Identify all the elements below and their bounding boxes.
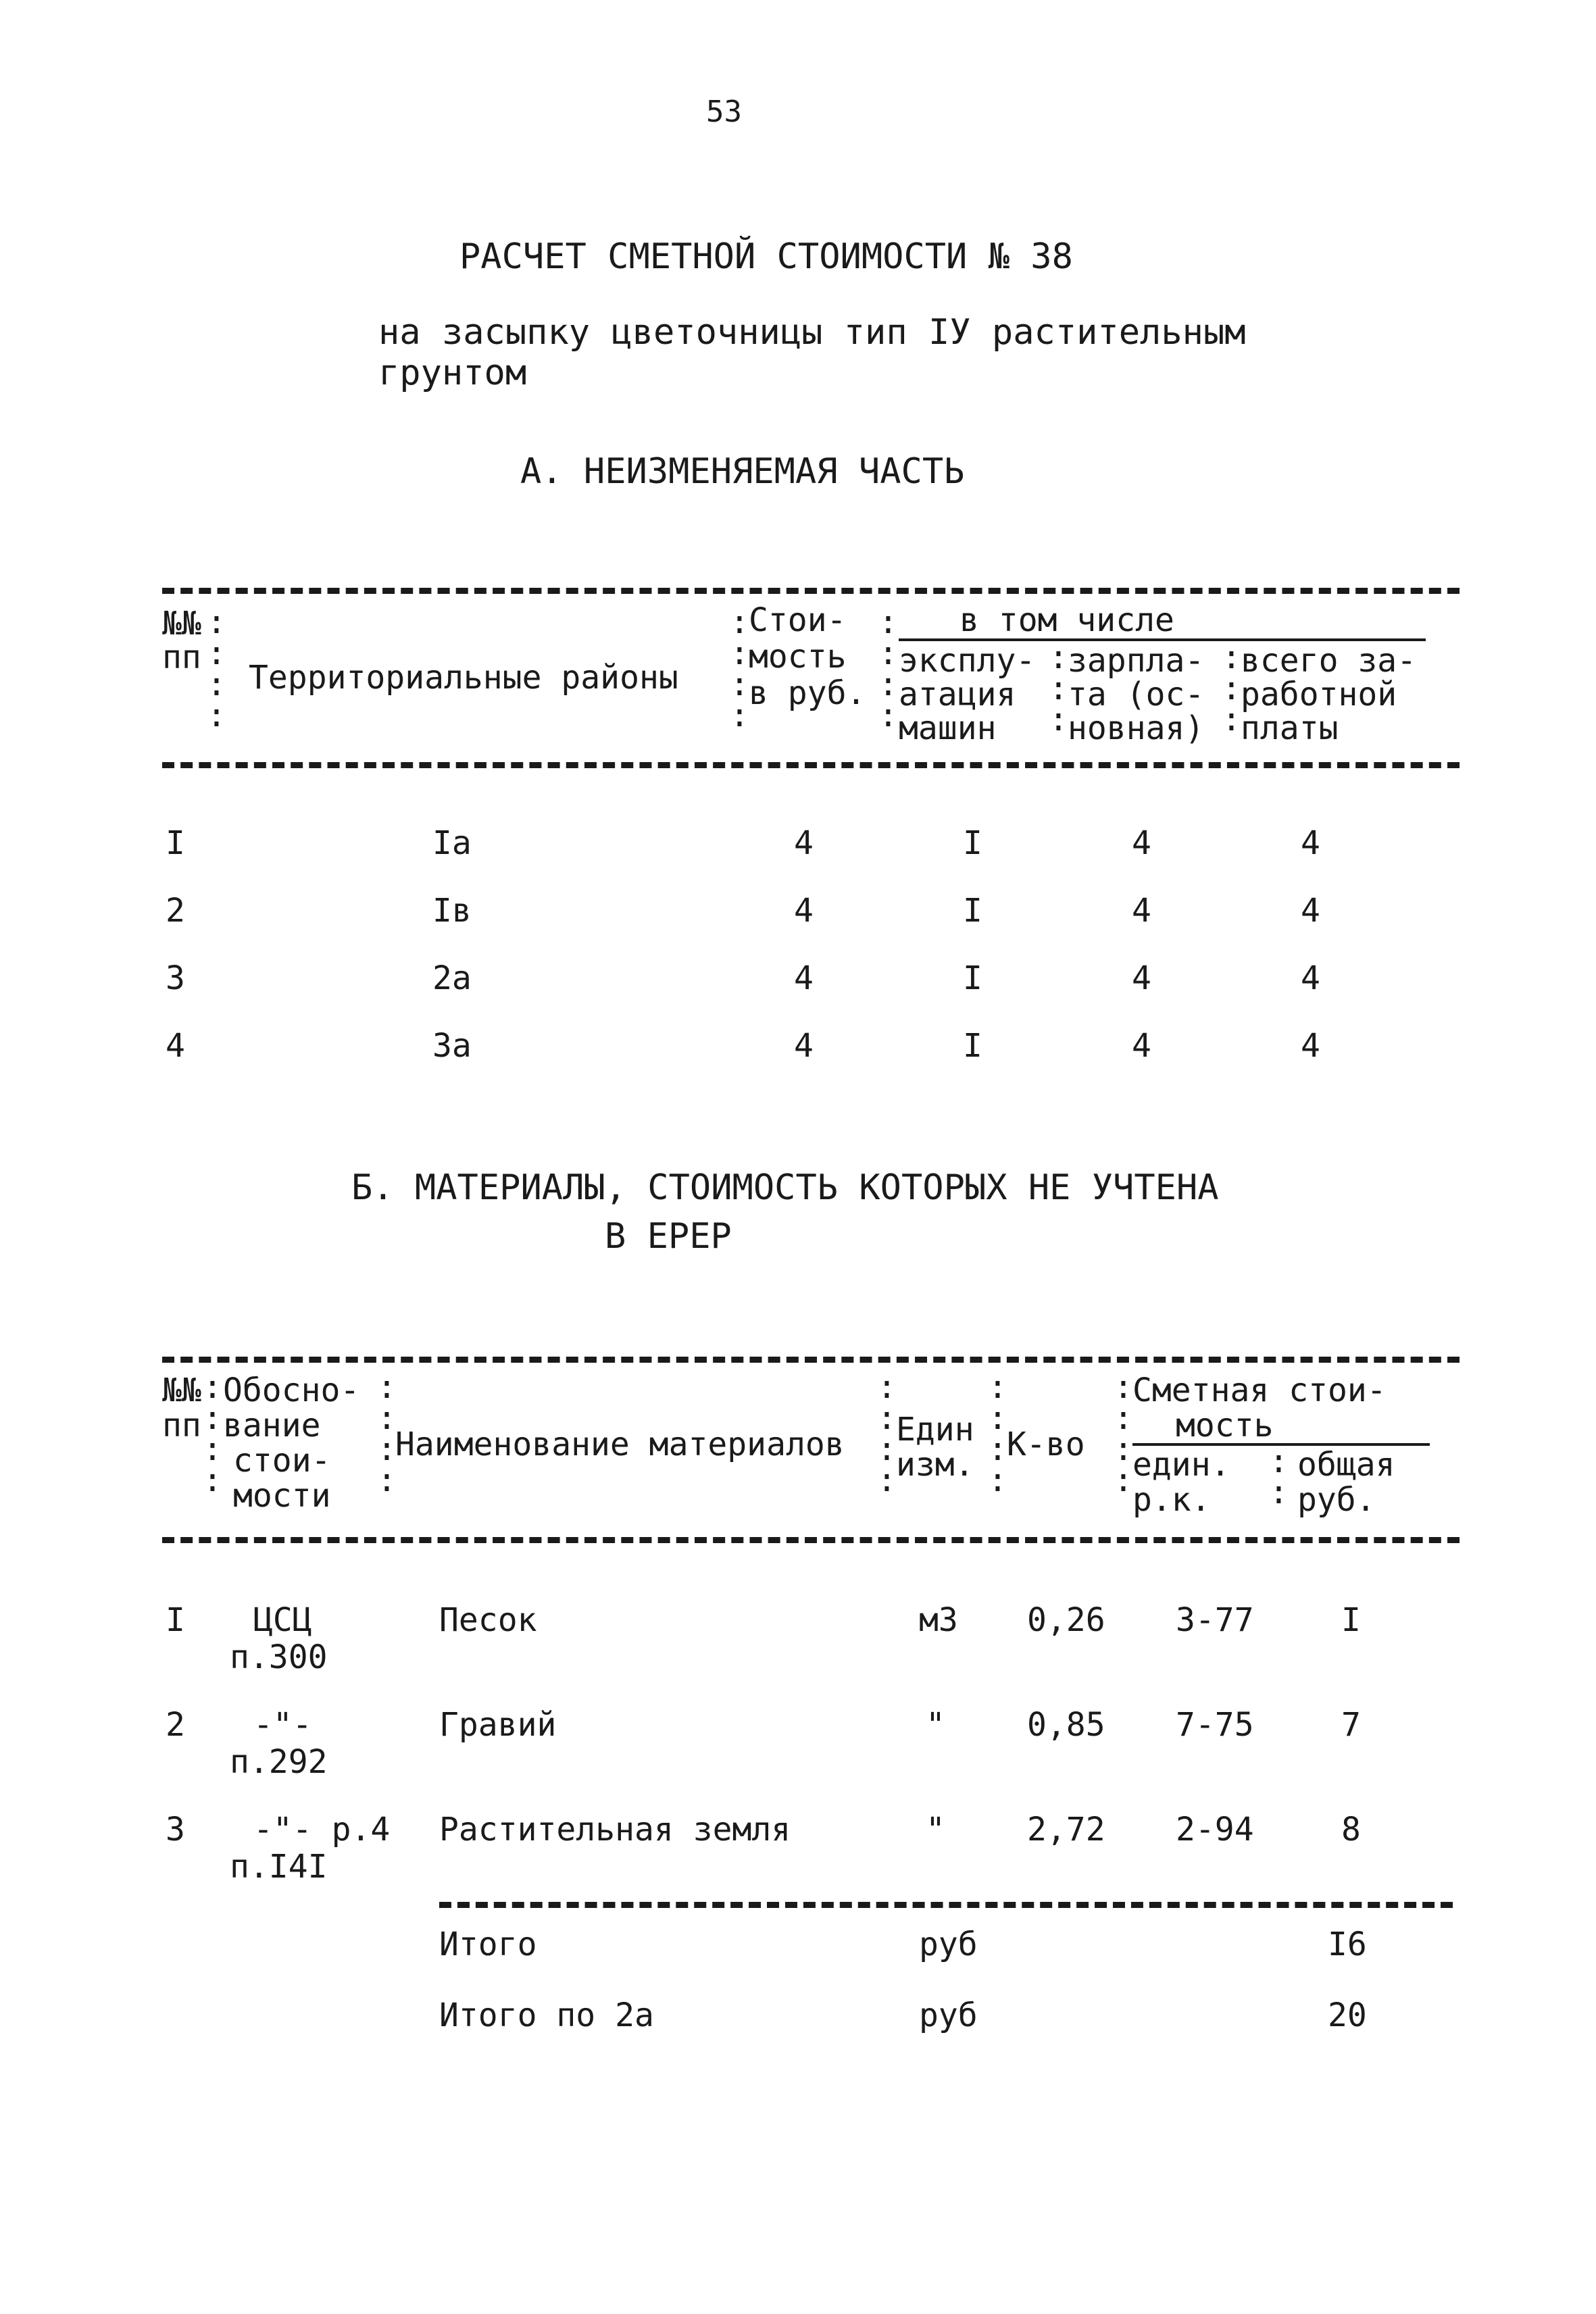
row-cost: 4: [794, 1027, 814, 1065]
header-unit-price-l2: р.к.: [1132, 1481, 1211, 1519]
row-num: 4: [166, 1027, 185, 1065]
row-price: 7-75: [1176, 1706, 1254, 1744]
header-num-l1: №№: [162, 605, 201, 643]
header-cost-l1: Сметная стои-: [1132, 1372, 1387, 1409]
total-value: 20: [1328, 1996, 1367, 2034]
row-price: 2-94: [1176, 1811, 1254, 1848]
table-row: [0, 1027, 1596, 1074]
row-total: 4: [1301, 892, 1320, 930]
table-row: [0, 824, 1596, 872]
row-cost: 4: [794, 892, 814, 930]
row-num: I: [166, 824, 185, 862]
header-basis-l2: вание: [223, 1407, 321, 1444]
row-num: 2: [166, 1706, 185, 1744]
row-name: Гравий: [439, 1706, 557, 1744]
header-separator: : : : :: [207, 603, 226, 734]
header-unit-l1: Един: [896, 1411, 974, 1449]
row-name: Растительная земля: [439, 1811, 791, 1848]
table-row: [0, 959, 1596, 1007]
row-num: 3: [166, 959, 185, 997]
document-title: РАСЧЕТ СМЕТНОЙ СТОИМОСТИ № 38: [459, 236, 1073, 277]
row-basis-l2: п.292: [230, 1743, 328, 1781]
table-row: [0, 1706, 1596, 1801]
header-separator: : : : :: [377, 1368, 397, 1499]
header-qty: К-во: [1007, 1426, 1085, 1463]
header-sal-l3: новная): [1068, 709, 1205, 747]
row-region: Iа: [432, 824, 472, 862]
row-name: Песок: [439, 1601, 537, 1639]
total-value: I6: [1328, 1926, 1367, 1963]
header-separator: : : : :: [203, 1368, 222, 1499]
header-cost-l2: мость: [1176, 1407, 1274, 1444]
row-cost: 4: [794, 824, 814, 862]
row-qty: 0,26: [1027, 1601, 1105, 1639]
row-sal: 4: [1132, 1027, 1151, 1065]
header-separator: : : : :: [877, 1368, 897, 1499]
header-basis-l3: стои-: [233, 1442, 331, 1480]
row-exp: I: [963, 892, 982, 930]
row-sal: 4: [1132, 892, 1151, 930]
header-num-l2: пп: [162, 1407, 201, 1444]
section-b-header-rule: [162, 1537, 1460, 1543]
header-separator: : : : :: [988, 1368, 1007, 1499]
total-unit: руб: [919, 1996, 978, 2034]
section-b-top-rule: [162, 1357, 1460, 1363]
row-basis-l1: -"-: [253, 1706, 312, 1744]
header-tot-l2: работной: [1241, 676, 1397, 713]
section-a-top-rule: [162, 588, 1460, 594]
row-price: 3-77: [1176, 1601, 1254, 1639]
header-exp-l2: атация: [899, 676, 1016, 713]
row-sal: 4: [1132, 824, 1151, 862]
section-b-title-line2: В ЕРЕР: [605, 1216, 732, 1257]
row-qty: 2,72: [1027, 1811, 1105, 1848]
header-total-l1: общая: [1297, 1446, 1395, 1484]
header-incl: в том числе: [959, 601, 1174, 639]
table-row: [0, 892, 1596, 939]
row-cost: 4: [794, 959, 814, 997]
document-subtitle-line1: на засыпку цветочницы тип IУ растительным: [378, 312, 1246, 353]
header-incl-underline: [899, 638, 1426, 641]
section-a-header-rule: [162, 762, 1460, 768]
header-territory: Территориальные районы: [249, 659, 678, 697]
row-unit: ": [926, 1706, 945, 1744]
row-total: 4: [1301, 1027, 1320, 1065]
totals-rule: [439, 1902, 1453, 1908]
table-row: [0, 1811, 1596, 1905]
row-num: 2: [166, 892, 185, 930]
row-num: 3: [166, 1811, 185, 1848]
row-total: 8: [1341, 1811, 1361, 1848]
total-unit: руб: [919, 1926, 978, 1963]
header-tot-l1: всего за-: [1241, 642, 1417, 680]
row-region: 3а: [432, 1027, 472, 1065]
row-sal: 4: [1132, 959, 1151, 997]
row-qty: 0,85: [1027, 1706, 1105, 1744]
header-num-l2: пп: [162, 638, 201, 676]
header-name: Наименование материалов: [395, 1426, 845, 1463]
header-exp-l1: эксплу-: [899, 642, 1036, 680]
row-region: 2а: [432, 959, 472, 997]
row-total: 4: [1301, 959, 1320, 997]
header-unit-l2: изм.: [896, 1446, 974, 1484]
row-unit: ": [926, 1811, 945, 1848]
header-basis-l4: мости: [233, 1477, 331, 1515]
total-row: [0, 1996, 1596, 2044]
row-region: Iв: [432, 892, 472, 930]
header-separator: : : : :: [878, 603, 898, 734]
header-cost-l3: в руб.: [749, 674, 866, 712]
table-row: [0, 1601, 1596, 1696]
section-a-title: А. НЕИЗМЕНЯЕМАЯ ЧАСТЬ: [520, 451, 965, 492]
row-exp: I: [963, 824, 982, 862]
document-subtitle-line2: грунтом: [378, 353, 527, 393]
header-exp-l3: машин: [899, 709, 997, 747]
header-separator: : :: [1269, 1442, 1289, 1511]
header-unit-price-l1: един.: [1132, 1446, 1230, 1484]
header-separator: : : :: [1049, 638, 1068, 738]
section-b-title-line1: Б. МАТЕРИАЛЫ, СТОИМОСТЬ КОТОРЫХ НЕ УЧТЕНА: [351, 1167, 1219, 1208]
header-separator: : : :: [1222, 638, 1241, 738]
row-basis-l1: ЦСЦ: [253, 1601, 312, 1639]
row-total: I: [1341, 1601, 1361, 1639]
page-number: 53: [706, 95, 742, 129]
header-sal-l1: зарпла-: [1068, 642, 1205, 680]
header-separator: : : : :: [1114, 1368, 1133, 1499]
row-basis-l1: -"- р.4: [253, 1811, 391, 1848]
header-num-l1: №№: [162, 1372, 201, 1409]
row-exp: I: [963, 959, 982, 997]
header-basis-l1: Обосно-: [223, 1372, 360, 1409]
row-basis-l2: п.I4I: [230, 1848, 328, 1886]
row-total: 7: [1341, 1706, 1361, 1744]
total-label: Итого: [439, 1926, 537, 1963]
total-row: [0, 1926, 1596, 1973]
row-unit: м3: [919, 1601, 958, 1639]
header-total-l2: руб.: [1297, 1481, 1376, 1519]
header-tot-l3: платы: [1241, 709, 1339, 747]
header-sal-l2: та (ос-: [1068, 676, 1205, 713]
row-total: 4: [1301, 824, 1320, 862]
header-cost-l2: мость: [749, 638, 847, 676]
total-label: Итого по 2а: [439, 1996, 654, 2034]
row-num: I: [166, 1601, 185, 1639]
row-exp: I: [963, 1027, 982, 1065]
header-cost-l1: Стои-: [749, 601, 847, 639]
header-separator: : : : :: [730, 603, 749, 734]
row-basis-l2: п.300: [230, 1638, 328, 1676]
